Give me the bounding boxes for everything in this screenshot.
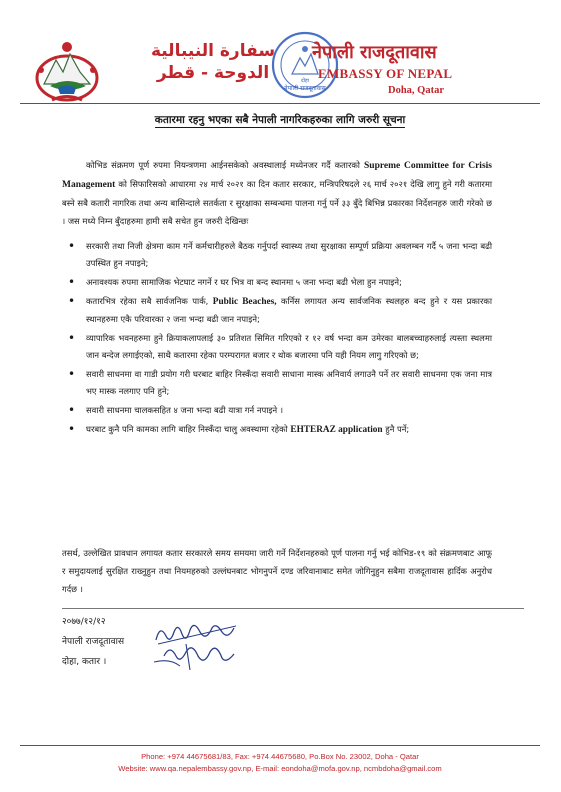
intro-bold: Supreme Committee for Crisis Management (62, 161, 492, 191)
directive-text: कतारभित्र रहेका सबै सार्वजनिक पार्क, (86, 296, 213, 306)
seal-city: दोहा (301, 78, 309, 84)
directive-item (62, 330, 492, 364)
directive-list (62, 238, 492, 441)
embassy-name-nepali: नेपाली राजदूतावास (312, 42, 437, 63)
intro-text-2: को सिफारिसको आधारमा २४ मार्च २०२१ का दिन कतार सरकार, मन्त्रिपरिषदले २६ मार्च २०२१ देखि लागु हुने गरी कतारमा बस्ने सबै कतारी नागरिक तथा अन्य बासिन्दाले सतर्कता र सुरक्षाका सम्बन्धमा पालना गर्नु पर्ने ३३ बुँदे बिभिन्न प्रकारका निर्देशनहरु जारी गरेको छ । जस मध्ये निम्न बुँदाहरुमा हामी सबै सचेत हुन जरुरी देखिन्छः (62, 179, 492, 227)
directive-item (62, 238, 492, 272)
embassy-name-arabic (143, 40, 283, 84)
signature-divider (62, 608, 524, 609)
footer-divider (20, 745, 540, 746)
directive-text: कर्निस लगायत अन्य सार्वजनिक स्थलहरु बन्द हुने र यस प्रकारका स्थानहरुमा एकै परिवारका २ जना भन्दा बढी जान नपाइने; (86, 296, 492, 324)
directive-item (62, 421, 492, 439)
directive-text: सवारी साधनमा वा गाडी प्रयोग गरी घरबाट बाहिर निस्कँदा सवारी साधाना मास्क अनिवार्य लगाउनै पर्ने तर सवारी साधनमा एक जना मात्र भए मास्क नलगाए पनि हुने; (86, 369, 492, 396)
intro-text-1: कोभिड संक्रमण पूर्ण रुपमा नियन्त्रणमा आईनसकेको अवस्थालाई मध्येनजर गर्दै कतारको (86, 160, 364, 171)
footer-web: Website: www.qa.nepalembassy.gov.np, E-mail: eondoha@mofa.gov.np, ncmbdoha@gmail.com (118, 764, 442, 773)
signoff-date: २०७७/१२/१२ (62, 617, 106, 627)
intro-paragraph (62, 156, 492, 230)
directive-bold: EHTERAZ application (290, 425, 383, 435)
footer (40, 751, 520, 775)
directive-item (62, 366, 492, 400)
signoff-office: नेपाली राजदूतावास (62, 637, 125, 647)
directive-item (62, 293, 492, 328)
closing-paragraph: तसर्थ, उल्लेखित प्रावधान लगायत कतार सरकारले समय समयमा जारी गर्ने निर्देशनहरुको पूर्ण पालना गर्नु भई कोभिड-१९ को संक्रमणबाट आफू र समुदायलाई सुरक्षित राख्नुहुन तथा नियमहरुको उल्लंघनबाट भोगनुपर्ने दण्ड जरिवानाबाट समेत जोगिनुहुन सबैमा राजदूतावास हार्दिक अनुरोध गर्दछ । (62, 548, 492, 595)
embassy-name-english: EMBASSY OF NEPAL (318, 66, 453, 81)
directive-item (62, 274, 492, 291)
directive-text: अनावश्यक रुपमा सामाजिक भेटघाट नगर्ने र घर भित्र वा बन्द स्थानमा ५ जना भन्दा बढी भेला हुन नपाइने; (86, 277, 402, 287)
nepal-emblem-icon (30, 38, 104, 104)
notice-title-text: कतारमा रहनु भएका सबै नेपाली नागरिकहरुका लागि जरुरी सूचना (154, 114, 406, 126)
directive-text: सरकारी तथा निजी क्षेत्रमा काम गर्ने कर्मचारीहरुले बैठक गर्नुपर्दा स्वास्थ्य तथा सुरक्षाका सम्पूर्ण प्रक्रिया अवलम्बन गर्दै ५ जना भन्दा बढी उपस्थित हुन नपाइने; (86, 241, 492, 268)
embassy-name-arabic-line1: سفارة النيبالية (150, 41, 276, 61)
directive-text: हुनै पर्ने; (382, 424, 410, 434)
directive-bold: Public Beaches, (212, 297, 277, 307)
directive-text: घरबाट कुनै पनि कामका लागि बाहिर निस्कँदा चालु अवस्थामा रहेको (86, 424, 291, 434)
footer-contact: Phone: +974 44675681/83, Fax: +974 44675680, Po.Box No. 23002, Doha - Qatar (141, 752, 419, 761)
embassy-name-arabic-line2: الدوحة - قطر (156, 63, 270, 83)
header-divider (20, 103, 540, 104)
directive-text: सवारी साधनमा चालकसहित ४ जना भन्दा बढी यात्रा गर्न नपाइने । (86, 405, 283, 415)
embassy-location: Doha, Qatar (388, 85, 444, 96)
seal-text: नेपाली राजदूतावास (284, 85, 326, 92)
handwritten-signature-icon (150, 614, 245, 674)
notice-title (50, 113, 510, 127)
directive-text: व्यापारिक भवनहरुमा हुने क्रियाकलापलाई ३० प्रतिशत सिमित गरिएको र १२ वर्ष भन्दा कम उमेरका बालबच्चाहरुलाई त्यस्ता स्थलमा जान बन्देज लगाईएको, साथै कतारमा रहेका परम्परागत बजार र थोक बजारमा पनि यही नियम लागु गरिएको छ; (86, 333, 492, 360)
directive-item (62, 402, 492, 419)
signoff-city: दोहा, कतार । (62, 657, 107, 667)
